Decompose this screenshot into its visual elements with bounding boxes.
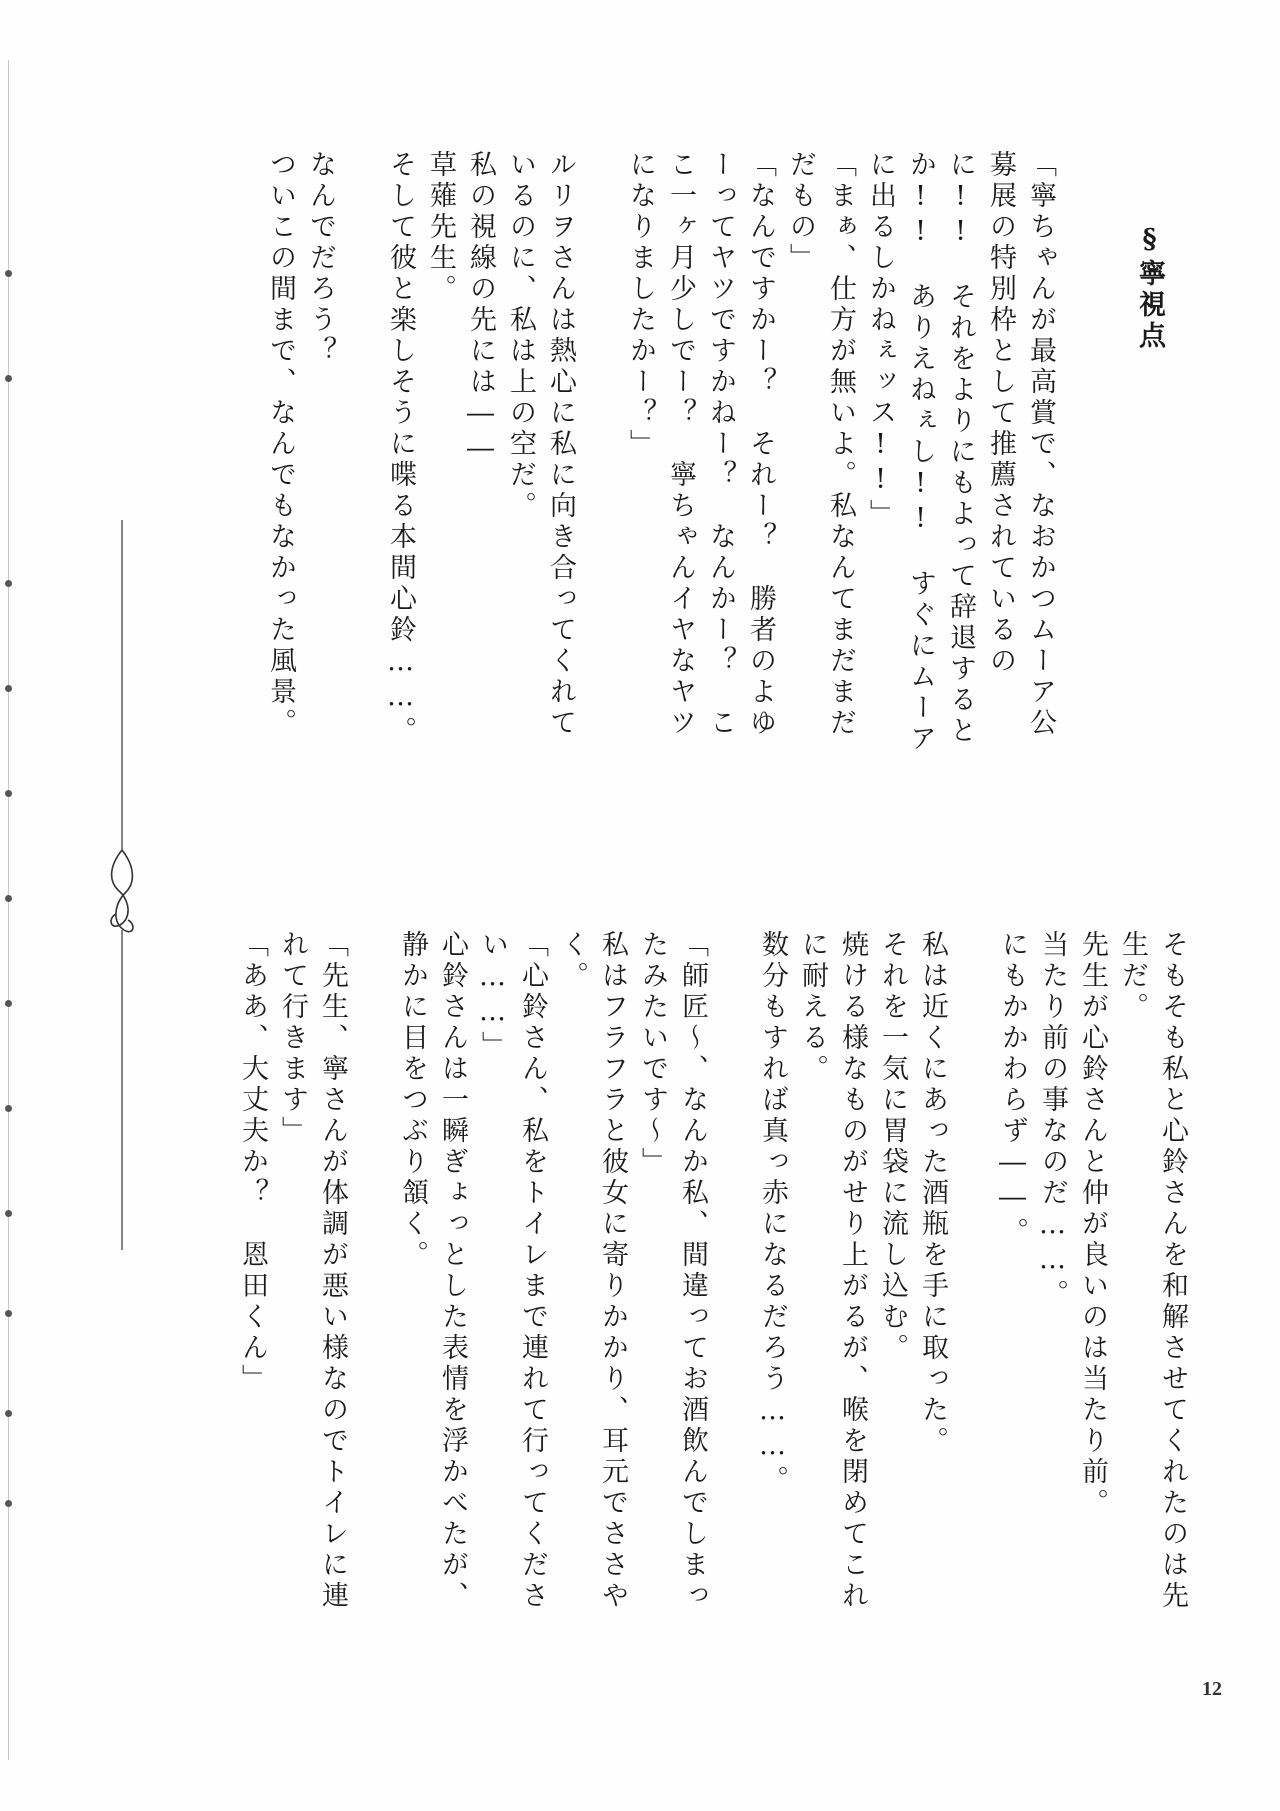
binding-mark bbox=[5, 1410, 12, 1417]
paragraph: 草薙先生。 bbox=[425, 150, 456, 305]
paragraph: そもそも私と心鈴さんを和解させてくれたのは先生だ。 bbox=[1117, 930, 1188, 1612]
paragraph-gap bbox=[580, 150, 620, 770]
paragraph: 先生が心鈴さんと仲が良いのは当たり前。 bbox=[1077, 930, 1108, 1519]
paragraph: 「まぁ、仕方が無いよ。私なんてまだまだだもの」 bbox=[785, 150, 856, 739]
binding-mark bbox=[5, 1210, 12, 1217]
lower-text-block bbox=[232, 930, 1192, 1630]
paragraph: 「先生、寧さんが体調が悪い様なのでトイレに連れて行きます」 bbox=[277, 930, 348, 1612]
paragraph: そして彼と楽しそうに喋る本間心鈴……。 bbox=[385, 150, 416, 747]
paragraph: 心鈴さんは一瞬ぎょっとした表情を浮かべたが、静かに目をつぶり頷く。 bbox=[397, 930, 468, 1612]
binding-mark bbox=[5, 270, 12, 277]
binding-mark bbox=[5, 1500, 12, 1507]
paragraph: 私はフラフラと彼女に寄りかかり、耳元でささやく。 bbox=[557, 930, 628, 1612]
paragraph: 「なんですかー？ それー？ 勝者のよゆーってヤツですかねー？ なんかー？ ここ一ヶ月少しでー？ 寧ちゃんイヤなヤツになりましたかー？」 bbox=[625, 150, 776, 739]
paragraph: ついこの間まで、なんでもなかった風景。 bbox=[265, 150, 296, 739]
paragraph: なんでだろう？ bbox=[305, 150, 336, 367]
paragraph: ルリヲさんは熱心に私に向き合ってくれているのに、私は上の空だ。 bbox=[505, 150, 576, 739]
binding-edge bbox=[0, 0, 22, 1811]
paragraph-gap bbox=[952, 930, 992, 1630]
binding-mark bbox=[5, 1310, 12, 1317]
binding-mark bbox=[5, 895, 12, 902]
binding-mark bbox=[5, 1105, 12, 1112]
paragraph: 焼ける様なものがせり上がるが、喉を閉めてこれに耐える。 bbox=[797, 930, 868, 1612]
paragraph: 「心鈴さん、私をトイレまで連れて行ってください……」 bbox=[477, 930, 548, 1612]
binding-mark bbox=[5, 1000, 12, 1007]
paragraph: 「ああ、大丈夫か？ 恩田くん」 bbox=[237, 930, 268, 1395]
binding-mark bbox=[5, 685, 12, 692]
paragraph: 私の視線の先には―― bbox=[465, 150, 496, 468]
binding-mark bbox=[5, 580, 12, 587]
page-number: 12 bbox=[1202, 1678, 1222, 1700]
paragraph: 「寧ちゃんが最高賞で、なおかつムーア公募展の特別枠として推薦されているのに!! それをよりにもよって辞退するとか!! ありえねぇし!! すぐにムーアに出るしかねぇッス!!」 bbox=[865, 150, 1056, 755]
paragraph: にもかかわらず――。 bbox=[997, 930, 1028, 1248]
binding-mark bbox=[5, 790, 12, 797]
paragraph-gap bbox=[352, 930, 392, 1630]
paragraph-gap bbox=[712, 930, 752, 1630]
paragraph: それを一気に胃袋に流し込む。 bbox=[877, 930, 908, 1364]
paragraph-gap bbox=[340, 150, 380, 770]
binding-mark bbox=[5, 375, 12, 382]
paragraph: 私は近くにあった酒瓶を手に取った。 bbox=[917, 930, 948, 1457]
scroll-divider-icon bbox=[100, 520, 144, 1250]
upper-text-block bbox=[200, 150, 1060, 770]
section-heading: §寧視点 bbox=[1134, 224, 1165, 352]
paragraph: 当たり前の事なのだ……。 bbox=[1037, 930, 1068, 1310]
paragraph: 「師匠～、なんか私、間違ってお酒飲んでしまったみたいです～」 bbox=[637, 930, 708, 1612]
paragraph: 数分もすれば真っ赤になるだろう……。 bbox=[757, 930, 788, 1496]
